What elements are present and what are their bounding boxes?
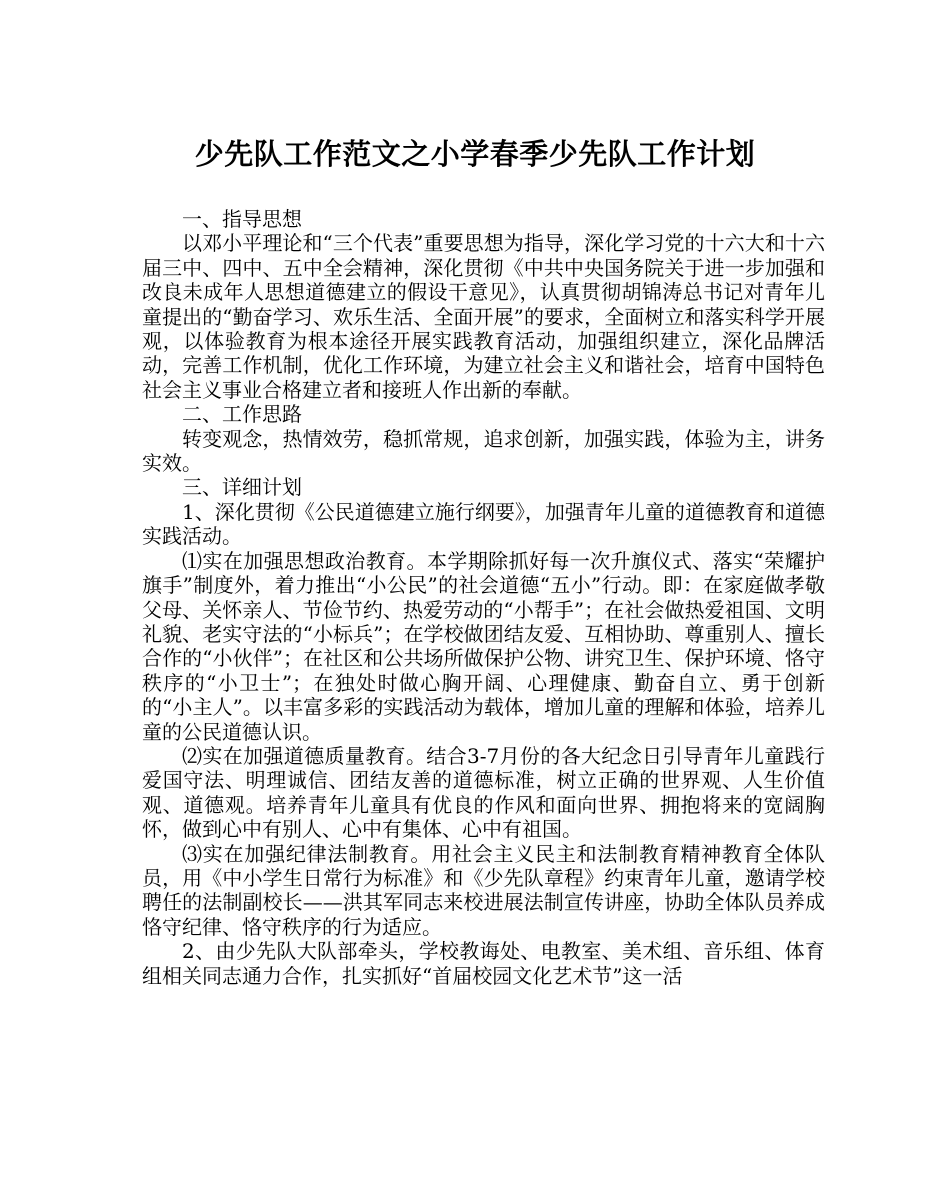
- paragraph-plan-item-2: 2、由少先队大队部牵头，学校教诲处、电教室、美术组、音乐组、体育组相关同志通力合作，扎实抓好“首届校园文化艺术节”这一活: [142, 939, 825, 988]
- paragraph-plan-item-1-sub-2: ⑵实在加强道德质量教育。结合3-7月份的各大纪念日引导青年儿童践行爱国守法、明理诚信、团结友善的道德标准，树立正确的世界观、人生价值观、道德观。培养青年儿童具有优良的作风和面向世界、拥抱将来的宽阔胸怀，做到心中有别人、心中有集体、心中有祖国。: [142, 743, 825, 842]
- section-heading-guiding-thought: 一、指导思想: [182, 207, 302, 231]
- paragraph-guiding-thought: 以邓小平理论和“三个代表”重要思想为指导，深化学习党的十六大和十六届三中、四中、五中全会精神，深化贯彻《中共中央国务院关于进一步加强和改良未成年人思想道德建立的假设干意见》，认真贯彻胡锦涛总书记对青年儿童提出的“勤奋学习、欢乐生活、全面开展”的要求，全面树立和落实科学开展观，以体验教育为根本途径开展实践教育活动，加强组织建立，深化品牌活动，完善工作机制，优化工作环境，为建立社会主义和谐社会，培育中国特色社会主义事业合格建立者和接班人作出新的奉献。: [142, 231, 825, 402]
- paragraph-work-approach: 转变观念，热情效劳，稳抓常规，追求创新，加强实践，体验为主，讲务实效。: [142, 426, 825, 476]
- section-heading-work-approach: 二、工作思路: [182, 402, 302, 427]
- section-heading-detailed-plan: 三、详细计划: [182, 475, 302, 500]
- document-title: 少先队工作范文之小学春季少先队工作计划: [194, 137, 756, 171]
- paragraph-plan-item-1-sub-1: ⑴实在加强思想政治教育。本学期除抓好每一次升旗仪式、落实“荣耀护旗手”制度外，着力推出“小公民”的社会道德“五小”行动。即：在家庭做孝敬父母、关怀亲人、节俭节约、热爱劳动的“小帮手”；在社会做热爱祖国、文明礼貌、老实守法的“小标兵”；在学校做团结友爱、互相协助、尊重别人、擅长合作的“小伙伴”；在社区和公共场所做保护公物、讲究卫生、保护环境、恪守秩序的“小卫士”；在独处时做心胸开阔、心理健康、勤奋自立、勇于创新的“小主人”。以丰富多彩的实践活动为载体，增加儿童的理解和体验，培养儿童的公民道德认识。: [142, 548, 825, 744]
- document-body: [142, 207, 825, 988]
- paragraph-plan-item-1-sub-3: ⑶实在加强纪律法制教育。用社会主义民主和法制教育精神教育全体队员，用《中小学生日常行为标准》和《少先队章程》约束青年儿童，邀请学校聘任的法制副校长——洪其军同志来校进展法制宣传讲座，协助全体队员养成恪守纪律、恪守秩序的行为适应。: [142, 841, 825, 939]
- paragraph-plan-item-1: 1、深化贯彻《公民道德建立施行纲要》，加强青年儿童的道德教育和道德实践活动。: [142, 499, 825, 549]
